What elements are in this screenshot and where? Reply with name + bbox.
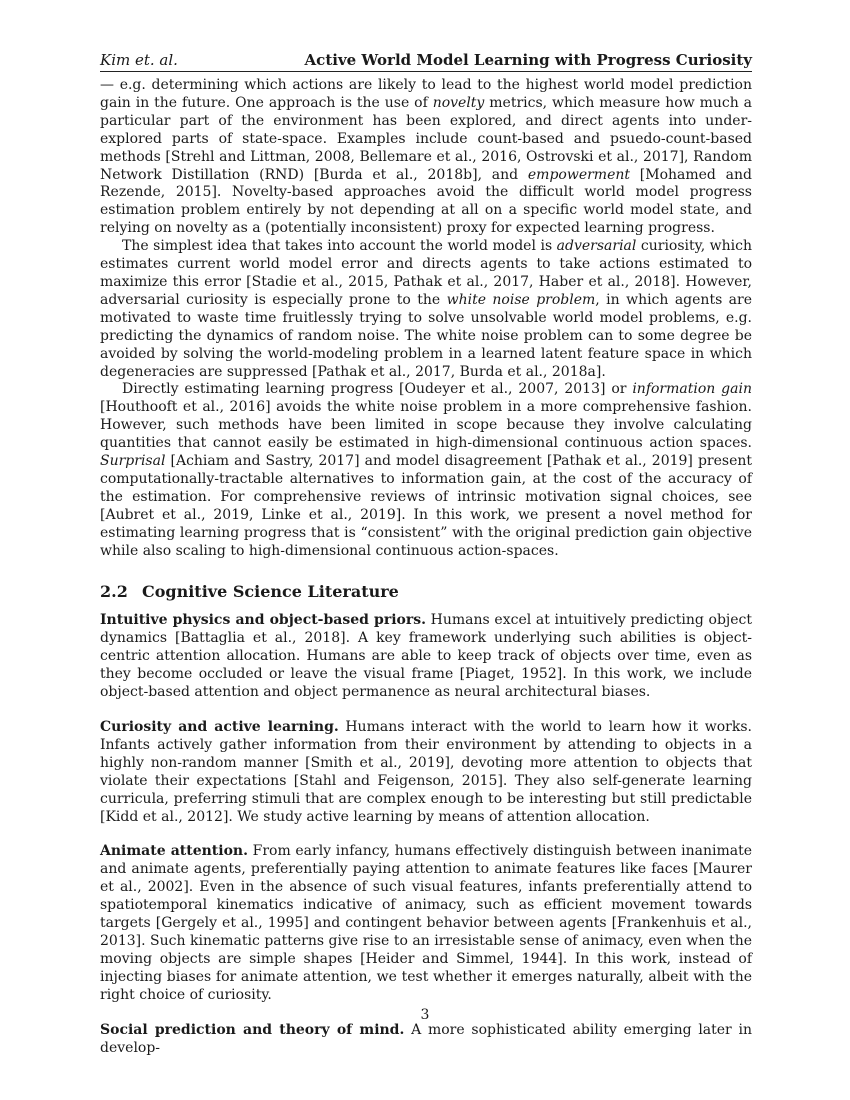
paragraph-text: Humans excel at intuitively predicting object dynamics [Battaglia et al., 2018]. A key framework underlying such abilities is object-centric attention allocation. Humans are able to keep track of objects over time, even as they become occluded or leave the visual frame [Piaget, 1952]. In this work, we include object-based attention and object permanence as neural architectural biases. (100, 612, 752, 701)
text-run: — e.g. determining which actions are likely to lead to the highest world model prediction gain in the future. One approach is the use of (100, 77, 752, 111)
text-run: The simplest idea that takes into account the world model is (122, 238, 557, 255)
text-run: [Mohamed and Rezende, 2015]. Novelty-based approaches avoid the difficult world model progress estimation problem entirely by not depending at all on a specific world model state, and relying on novelty as a (potentially inconsistent) proxy for expected learning progress. (100, 166, 752, 237)
section-heading (100, 582, 752, 602)
italic-term: Surprisal (100, 453, 166, 470)
paragraph-curiosity (100, 719, 752, 826)
header-authors: Kim et. al. (100, 51, 178, 69)
text-run: curiosity, which estimates current world model error and directs agents to take actions estimated to maximize this error [Stadie et al., 2015, Pathak et al., 2017, Haber et al., 2018]. However, adversarial curiosity is especially prone to the (100, 238, 753, 308)
text-run: metrics, which measure how much a particular part of the environment has been explored, and direct agents into under-explored parts of state-space. Examples include count-based and psuedo-count-based methods [Strehl and Littman, 2008, Bellemare et al., 2016, Ostrovski et al., 2017], Random Network Distillation (RND) [Burda et al., 2018b], and (100, 94, 752, 183)
text-run: , in which agents are motivated to waste time fruitlessly trying to solve unsolvable world model problems, e.g. predicting the dynamics of random noise. The white noise problem can to some degree be avoided by solving the world-modeling problem in a learned latent feature space in which degeneracies are suppressed [Pathak et al., 2017, Burda et al., 2018a]. (100, 291, 752, 380)
page-body (100, 77, 752, 1057)
intro-paragraph-3 (100, 381, 752, 560)
paragraph-lead: Curiosity and active learning. (100, 719, 339, 735)
paragraph-text: A more sophisticated ability emerging later in develop- (100, 1021, 752, 1056)
text-run: [Achiam and Sastry, 2017] and model disagreement [Pathak et al., 2019] present computationally-tractable alternatives to information gain, at the cost of the accuracy of the estimation. For comprehensive reviews of intrinsic motivation signal choices, see [Aubret et al., 2019, Linke et al., 2019]. In this work, we present a novel method for estimating learning progress that is “consistent” with the original prediction gain objective while also scaling to high-dimensional continuous action-spaces. (100, 453, 752, 559)
italic-term: novelty (432, 94, 485, 111)
paragraph-lead: Intuitive physics and object-based priors. (100, 612, 426, 629)
page-number: 3 (420, 1007, 430, 1023)
italic-term: empowerment (527, 166, 631, 183)
italic-term: adversarial (556, 238, 637, 255)
section-title: Cognitive Science Literature (142, 582, 399, 602)
paragraph-intuitive-physics (100, 612, 752, 702)
paragraph-lead: Social prediction and theory of mind. (100, 1021, 405, 1038)
header-title: Active World Model Learning with Progress Curiosity (304, 51, 752, 69)
paragraph-text: Humans interact with the world to learn how it works. Infants actively gather information from their environment by attending to objects in a highly non-random manner [Smith et al., 2019], devoting more attention to objects that violate their expectations [Stahl and Feigenson, 2015]. They also self-generate learning curricula, preferring stimuli that are complex enough to be interesting but still predictable [Kidd et al., 2012]. We study active learning by means of attention allocation. (100, 719, 752, 825)
intro-paragraph-1 (100, 77, 752, 238)
intro-paragraph-2 (100, 238, 752, 381)
section-number: 2.2 (100, 582, 128, 602)
italic-term: white noise problem (446, 291, 596, 308)
paragraph-social-prediction (100, 1022, 752, 1058)
paragraph-lead: Animate attention. (100, 843, 248, 860)
paragraph-animate-attention (100, 843, 752, 1004)
running-header (100, 50, 752, 72)
header-rule (100, 71, 752, 72)
italic-term: information gain (632, 381, 752, 398)
text-run: [Houthooft et al., 2016] avoids the white noise problem in a more comprehensive fashion. However, such methods have been limited in scope because they involve calculating quantities that cannot easily be estimated in high-dimensional continuous action spaces. (100, 399, 752, 452)
paragraph-text: From early infancy, humans effectively distinguish between inanimate and animate agents, preferentially paying attention to animate features like faces [Maurer et al., 2002]. Even in the absence of such visual features, infants preferentially attend to spatiotemporal kinematics indicative of animacy, such as efficient movement towards targets [Gergely et al., 1995] and contingent behavior between agents [Frankenhuis et al., 2013]. Such kinematic patterns give rise to an irresistable sense of animacy, even when the moving objects are simple shapes [Heider and Simmel, 1944]. In this work, instead of injecting biases for animate attention, we test whether it emerges naturally, albeit with the right choice of curiosity. (100, 843, 752, 1003)
text-run: Directly estimating learning progress [Oudeyer et al., 2007, 2013] or (122, 381, 633, 398)
